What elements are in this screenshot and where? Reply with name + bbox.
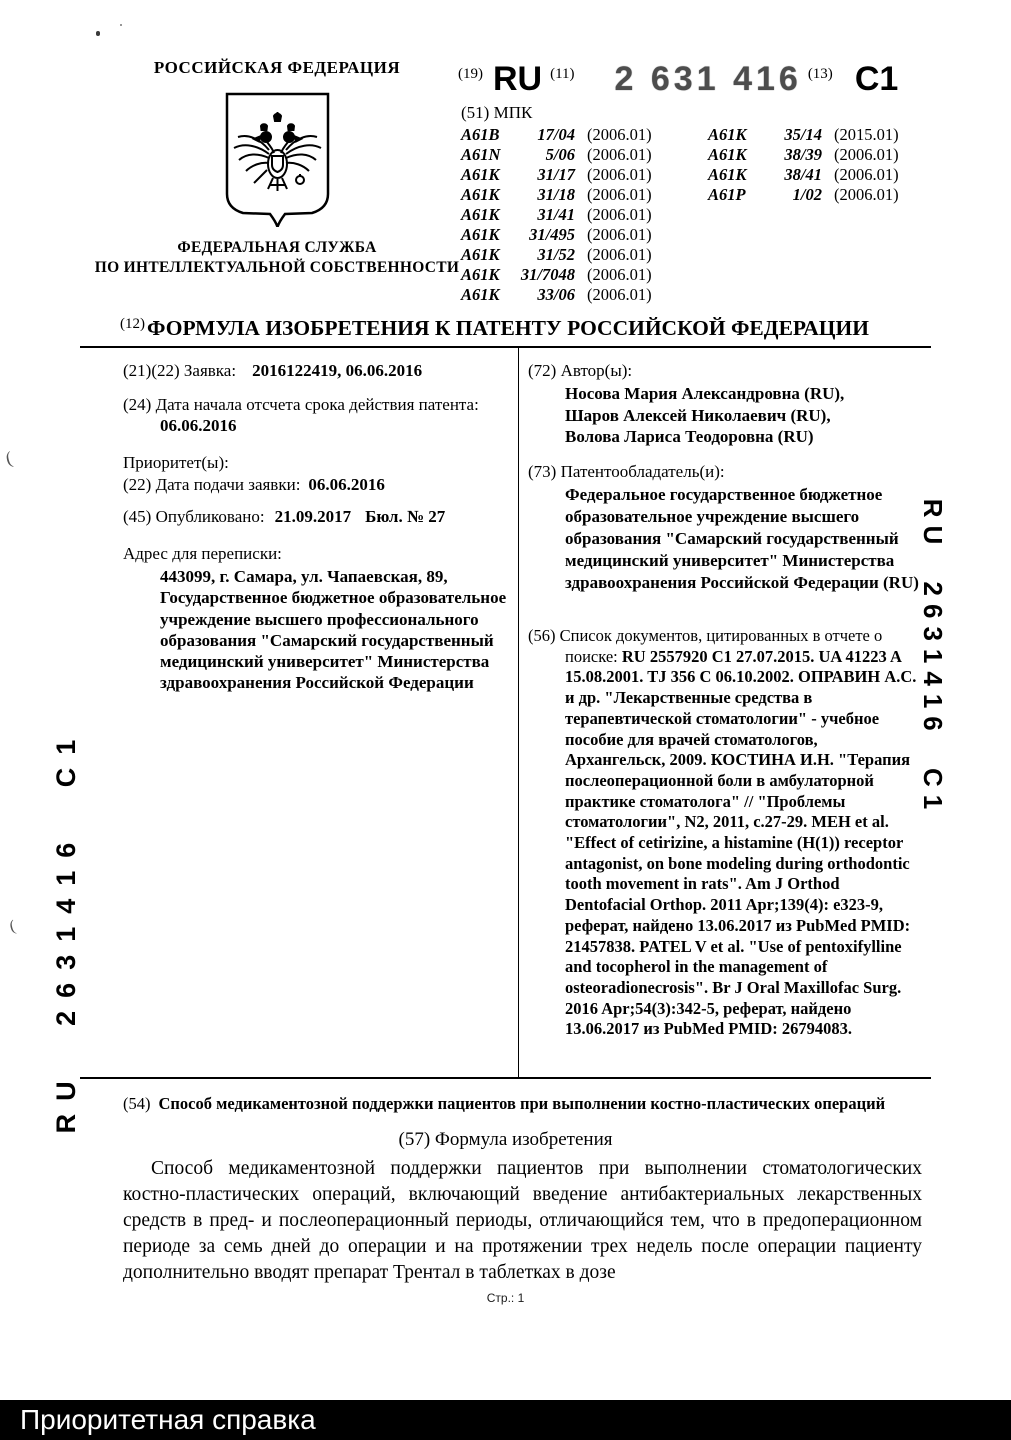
ipc-code: A61P — [708, 185, 746, 204]
invention-title-text: Способ медикаментозной поддержки пациентов при выполнении костно-пластических операций — [158, 1094, 886, 1113]
filing-date-field — [123, 474, 385, 495]
ipc-version: (2006.01) — [587, 265, 652, 284]
left-margin-publication-code: RU 2631416 C1 — [51, 726, 81, 1134]
ipc-code: A61K — [461, 265, 500, 284]
published-value: 21.09.2017 — [274, 507, 352, 526]
ipc-class: 5/06 — [545, 145, 575, 164]
ipc-class: 38/41 — [784, 165, 822, 184]
office-name — [77, 238, 477, 278]
ipc-list-left — [461, 125, 652, 305]
application-label: (21)(22) Заявка: — [123, 361, 237, 380]
ipc-code: A61K — [461, 225, 500, 244]
column-divider — [518, 348, 519, 1077]
correspondence-address-text: 443099, г. Самара, ул. Чапаевская, 89, Государственное бюджетное образовательное учреждение высшего профессионального образования "Самарский государственный медицинский университет" Министерства здравоохранения Российской Федерации — [160, 567, 507, 693]
ipc-class: 35/14 — [784, 125, 822, 144]
office-line1: ФЕДЕРАЛЬНАЯ СЛУЖБА — [177, 239, 377, 256]
document-type-title — [120, 316, 869, 341]
ipc-code: A61K — [461, 165, 500, 184]
banner-text: Приоритетная справка — [20, 1404, 316, 1435]
cited-documents-label: Список документов, цитированных в отчете о поиске: — [559, 626, 883, 666]
ipc-code: A61K — [461, 185, 500, 204]
scan-mark: ( — [3, 447, 15, 469]
inid-19: (19) — [458, 66, 483, 82]
ipc-code: A61K — [461, 245, 500, 264]
priority-certificate-banner — [0, 1400, 1011, 1440]
ipc-class: 31/52 — [537, 245, 575, 264]
ipc-class: 31/17 — [537, 165, 575, 184]
country-name: РОССИЙСКАЯ ФЕДЕРАЦИЯ — [153, 58, 401, 77]
publication-number: 2 631 416 — [614, 60, 802, 98]
patent-holder-text: Федеральное государственное бюджетное образовательное учреждение высшего образования "Самарский государственный медицинский университет" Министерства здравоохранения Российской Федерации (RU) — [565, 485, 919, 592]
ipc-version: (2006.01) — [587, 225, 652, 244]
ipc-code: A61K — [708, 165, 747, 184]
ipc-code: A61K — [461, 285, 500, 304]
ipc-class: 38/39 — [784, 145, 822, 164]
application-field — [123, 360, 422, 381]
patent-holder-label: (73) Патентообладатель(и): — [528, 462, 725, 481]
ipc-code: A61K — [708, 145, 747, 164]
ipc-label: (51) МПК — [461, 103, 533, 122]
ipc-list-right — [708, 125, 899, 205]
correspondence-address-label: Адрес для переписки: — [123, 544, 282, 563]
ipc-version: (2006.01) — [834, 145, 899, 164]
term-start-label: (24) Дата начала отсчета срока действия патента: — [123, 395, 479, 414]
ipc-code: A61N — [461, 145, 501, 164]
scan-mark: ( — [7, 917, 18, 936]
page-number: Стр.: 1 — [486, 1291, 525, 1305]
term-start-value: 06.06.2016 — [160, 416, 237, 435]
inid-11: (11) — [550, 66, 575, 82]
author-item: Шаров Алексей Николаевич (RU), — [565, 405, 831, 425]
inid-56: (56) — [528, 626, 556, 645]
filing-label: (22) Дата подачи заявки: — [123, 475, 301, 494]
ipc-class: 33/06 — [537, 285, 575, 304]
ipc-version: (2006.01) — [587, 145, 652, 164]
coat-of-arms-icon — [221, 90, 334, 227]
term-start-field — [123, 394, 523, 436]
office-line2: ПО ИНТЕЛЛЕКТУАЛЬНОЙ СОБСТВЕННОСТИ — [94, 259, 460, 276]
author-item: Носова Мария Александровна (RU), — [565, 384, 845, 403]
filing-value: 06.06.2016 — [308, 475, 385, 494]
ipc-version: (2006.01) — [587, 125, 652, 144]
ipc-class: 17/04 — [537, 125, 575, 144]
priority-label: Приоритет(ы): — [123, 453, 229, 472]
ipc-version: (2006.01) — [587, 285, 652, 304]
cited-documents-field — [528, 626, 922, 1040]
ipc-class: 31/495 — [529, 225, 575, 244]
ipc-version: (2006.01) — [587, 205, 652, 224]
authors-label: (72) Автор(ы): — [528, 361, 633, 380]
application-value: 2016122419, 06.06.2016 — [252, 361, 423, 380]
ipc-class: 31/41 — [537, 205, 575, 224]
ipc-version: (2006.01) — [587, 245, 652, 264]
kind-code: C1 — [854, 60, 899, 98]
bulletin-number: Бюл. № 27 — [365, 507, 446, 526]
horizontal-rule-middle — [80, 1077, 931, 1079]
ipc-class: 1/02 — [792, 185, 822, 204]
horizontal-rule-top — [80, 346, 931, 348]
ipc-code: A61K — [461, 205, 500, 224]
claims-heading: (57) Формула изобретения — [398, 1129, 613, 1150]
document-type-text: ФОРМУЛА ИЗОБРЕТЕНИЯ К ПАТЕНТУ РОССИЙСКОЙ ФЕДЕРАЦИИ — [147, 316, 869, 340]
claims-paragraph: Способ медикаментозной поддержки пациентов при выполнении стоматологических костно-пластических операций, включающий введение антибактериальных лекарственных средств в пред- и послеоперационный периоды, отличающийся тем, что в предоперационном периоде за семь дней до операции и на протяжении трех недель после операции пациенту дополнительно вводят препарат Трентал в таблетках в дозе — [123, 1158, 922, 1283]
ipc-code: A61K — [708, 125, 747, 144]
country-code: RU — [493, 60, 543, 98]
ipc-version: (2006.01) — [834, 165, 899, 184]
published-field — [123, 506, 445, 527]
scan-speck — [96, 31, 100, 36]
right-margin-publication-code: RU 2631416 C1 — [918, 498, 948, 818]
inid-13: (13) — [807, 66, 833, 82]
publication-number-line — [458, 60, 898, 99]
cited-documents-text: RU 2557920 C1 27.07.2015. UA 41223 A 15.08.2001. TJ 356 C 06.10.2002. ОПРАВИН А.С. и др. "Лекарственные средства в терапевтической стоматологии" - учебное пособие для врачей стоматологов, Архангельск, 2009. КОСТИНА И.Н. "Терапия послеоперационной боли в амбулаторной практике стоматолога" // "Проблемы стоматологии", N2, 2011, с.27-29. MEH et al. "Effect of cetirizine, a histamine (H(1)) receptor antagonist, on bone modeling during orthodontic tooth movement in rats". Am J Orthod Dentofacial Orthop. 2011 Apr;139(4): e323-9, реферат, найдено 13.06.2017 из PubMed PMID: 21457838. PATEL V et al. "Use of pentoxifylline and tocopherol in the management of osteoradionecrosis". Br J Oral Maxillofac Surg. 2016 Apr;54(3):342-5, реферат, найдено 13.06.2017 из PubMed PMID: 26794083. — [565, 646, 917, 1039]
inid-54: (54) — [123, 1094, 151, 1113]
scan-speck — [120, 24, 122, 26]
ipc-version: (2015.01) — [834, 125, 899, 144]
ipc-version: (2006.01) — [587, 185, 652, 204]
ipc-class: 31/18 — [537, 185, 575, 204]
authors-list — [565, 383, 844, 448]
ipc-version: (2006.01) — [587, 165, 652, 184]
ipc-version: (2006.01) — [834, 185, 899, 204]
inid-12: (12) — [120, 316, 145, 332]
author-item: Волова Лариса Теодоровна (RU) — [565, 427, 814, 447]
ipc-class: 31/7048 — [520, 265, 575, 284]
ipc-code: A61B — [461, 125, 500, 144]
published-label: (45) Опубликовано: — [123, 507, 265, 526]
invention-title-field — [123, 1094, 923, 1114]
